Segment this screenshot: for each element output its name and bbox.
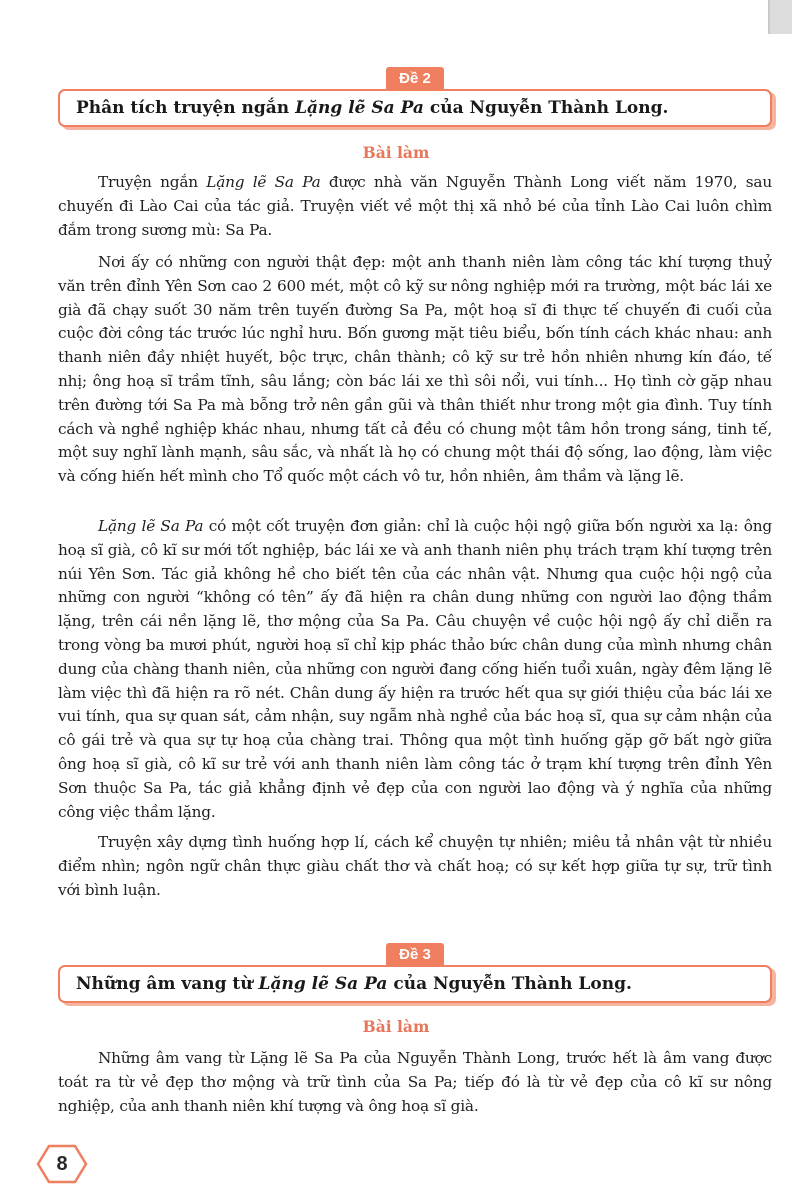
- exercise-title-de-3: Những âm vang từ Lặng lẽ Sa Pa của Nguyễn Thành Long.: [76, 974, 632, 994]
- exercise-tag-de-3: Đề 3: [386, 943, 444, 967]
- paragraph-de2-2: Nơi ấy có những con người thật đẹp: một anh thanh niên làm công tác khí tượng thuỷ văn trên đỉnh Yên Sơn cao 2 600 mét, một cô kỹ sư nông nghiệp mới ra trường, một bác lái xe già đã chạy suốt 30 năm trên tuyến đường Sa Pa, một hoạ sĩ đi thực tế chuyến đi cuối của cuộc đời công tác trước lúc nghỉ hưu. Bốn gương mặt tiêu biểu, bốn tính cách khác nhau: anh thanh niên đầy nhiệt huyết, bộc trực, chân thành; cô kỹ sư trẻ hồn nhiên nhưng kín đáo, tế nhị; ông hoạ sĩ trầm tĩnh, sâu lắng; còn bác lái xe thì sôi nổi, vui tính... Họ tình cờ gặp nhau trên đường tới Sa Pa mà bỗng trở nên gần gũi và thân thiết như trong một gia đình. Tuy tính cách và nghề nghiệp khác nhau, nhưng tất cả đều có chung một tâm hồn trong sáng, tinh tế, một suy nghĩ lành mạnh, sâu sắc, và nhất là họ có chung một thái độ sống, lao động, làm việc và cống hiến hết mình cho Tổ quốc một cách vô tư, hồn nhiên, âm thầm và lặng lẽ.: [58, 253, 772, 486]
- answer-heading-de-2: Bài làm: [362, 143, 430, 162]
- paragraph-de2-3: Lặng lẽ Sa Pa có một cốt truyện đơn giản: chỉ là cuộc hội ngộ giữa bốn người xa lạ: ông hoạ sĩ già, cô kĩ sư mới tốt nghiệp, bác lái xe và anh thanh niên phụ trách trạm khí tượng trên núi Yên Sơn. Tác giả không hề cho biết tên của các nhân vật. Nhưng qua cuộc hội ngộ của những con người “không có tên” ấy đã hiện ra chân dung những con người lao động thầm lặng, trên cái nền lặng lẽ, thơ mộng của Sa Pa. Câu chuyện về cuộc hội ngộ ấy chỉ diễn ra trong vòng ba mươi phút, người hoạ sĩ chỉ kịp phác thảo bức chân dung của mình nhưng chân dung của chàng thanh niên, của những con người đang cống hiến tuổi xuân, ngày đêm lặng lẽ làm việc thì đã hiện ra rõ nét. Chân dung ấy hiện ra trước hết qua sự giới thiệu của bác lái xe vui tính, qua sự quan sát, cảm nhận, suy ngẫm nhà nghề của bác hoạ sĩ, qua sự cảm nhận của cô gái trẻ và qua sự tự hoạ của chàng trai. Thông qua một tình huống gặp gỡ bất ngờ giữa ông hoạ sĩ già, cô kĩ sư trẻ với anh thanh niên làm công tác ở trạm khí tượng trên đỉnh Yên Sơn thuộc Sa Pa, tác giả khẳng định vẻ đẹp của con người lao động và ý nghĩa của những công việc thầm lặng.: [58, 517, 772, 821]
- exercise-title-de-2: Phân tích truyện ngắn Lặng lẽ Sa Pa của Nguyễn Thành Long.: [76, 98, 669, 118]
- answer-heading-de-3: Bài làm: [362, 1017, 430, 1036]
- page-number: 8: [56, 1153, 68, 1175]
- page-corner-mark: [768, 0, 792, 34]
- exercise-title-box-de-2: [58, 89, 772, 127]
- paragraph-de2-4: Truyện xây dựng tình huống hợp lí, cách kể chuyện tự nhiên; miêu tả nhân vật từ nhiều điểm nhìn; ngôn ngữ chân thực giàu chất thơ và chất hoạ; có sự kết hợp giữa tự sự, trữ tình với bình luận.: [58, 833, 772, 899]
- paragraph-de2-1: Truyện ngắn Lặng lẽ Sa Pa được nhà văn Nguyễn Thành Long viết năm 1970, sau chuyến đi Lào Cai của tác giả. Truyện viết về một thị xã nhỏ bé của tỉnh Lào Cai luôn chìm đắm trong sương mù: Sa Pa.: [58, 173, 772, 239]
- paragraph-de3-1: Những âm vang từ Lặng lẽ Sa Pa của Nguyễn Thành Long, trước hết là âm vang được toát ra từ vẻ đẹp thơ mộng và trữ tình của Sa Pa; tiếp đó là từ vẻ đẹp của cô kĩ sư nông nghiệp, của anh thanh niên khí tượng và ông hoạ sĩ già.: [58, 1049, 772, 1115]
- exercise-title-box-de-3: [58, 965, 772, 1003]
- page-number-badge: [36, 1144, 88, 1184]
- exercise-tag-de-2: Đề 2: [386, 67, 444, 91]
